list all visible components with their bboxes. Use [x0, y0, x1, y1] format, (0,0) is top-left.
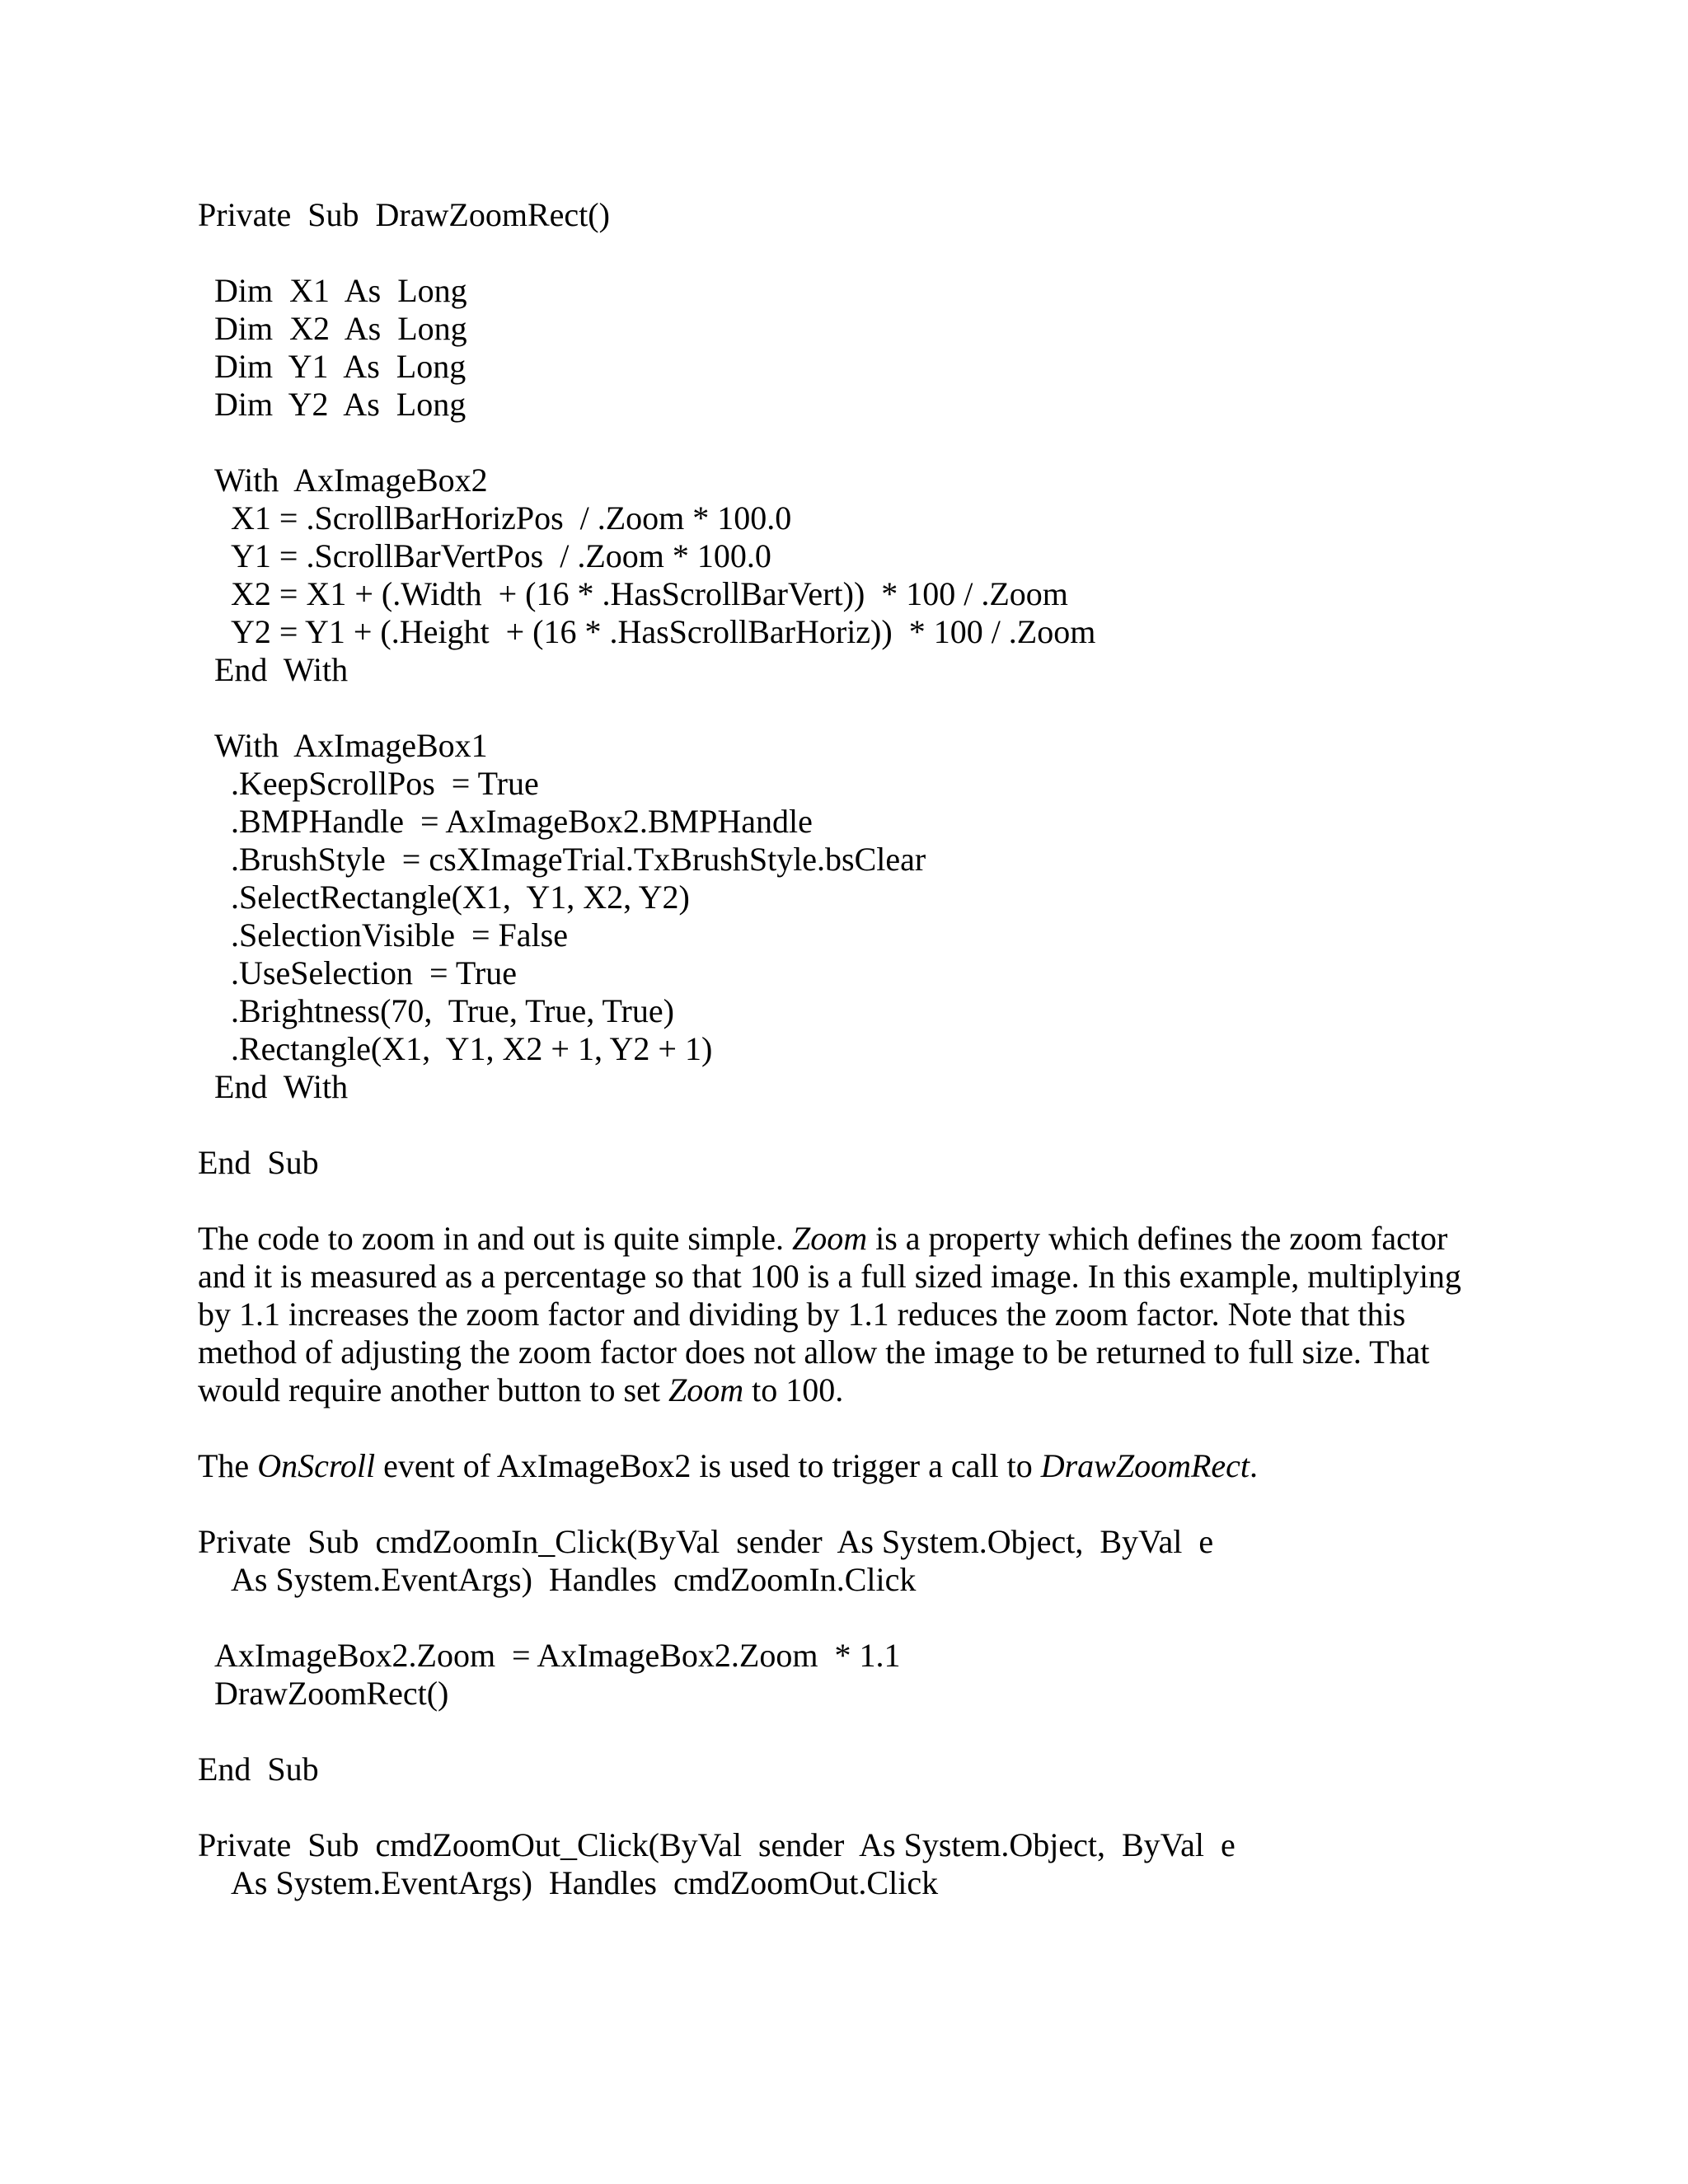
paragraph-line: method of adjusting the zoom factor does not allow the image to be returned to full size. That: [198, 1333, 1430, 1371]
code-line: Private Sub cmdZoomIn_Click(ByVal sender As System.Object, ByVal e: [198, 1523, 1214, 1560]
paragraph-onscroll: [198, 1447, 1484, 1485]
code-line: Private Sub cmdZoomOut_Click(ByVal sender As System.Object, ByVal e: [198, 1826, 1236, 1863]
code-line: Y2 = Y1 + (.Height + (16 * .HasScrollBarHoriz)) * 100 / .Zoom: [231, 613, 1096, 650]
code-line: As System.EventArgs) Handles cmdZoomIn.Click: [231, 1561, 917, 1598]
code-line: X1 = .ScrollBarHorizPos / .Zoom * 100.0: [231, 499, 792, 537]
code-block-zoom-handlers: [198, 1523, 1484, 1902]
code-line: End With: [214, 1068, 349, 1105]
code-line: .SelectRectangle(X1, Y1, X2, Y2): [231, 879, 690, 916]
code-line: AxImageBox2.Zoom = AxImageBox2.Zoom * 1.1: [214, 1637, 901, 1674]
code-line: Dim Y2 As Long: [214, 386, 467, 423]
paragraph-line: The code to zoom in and out is quite simple. Zoom is a property which defines the zoom factor: [198, 1220, 1448, 1257]
code-line: End With: [214, 651, 349, 688]
paragraph-line: The OnScroll event of AxImageBox2 is used to trigger a call to DrawZoomRect.: [198, 1447, 1259, 1484]
code-line: Dim X1 As Long: [214, 272, 467, 309]
code-line: With AxImageBox2: [214, 462, 488, 499]
code-line: .KeepScrollPos = True: [231, 765, 539, 802]
code-line: .SelectionVisible = False: [231, 916, 568, 954]
code-line: .UseSelection = True: [231, 954, 517, 991]
code-line: .Brightness(70, True, True, True): [231, 992, 674, 1029]
code-line: DrawZoomRect(): [214, 1675, 449, 1712]
code-line: Dim X2 As Long: [214, 310, 467, 347]
paragraph-line: and it is measured as a percentage so that 100 is a full sized image. In this example, multiplying: [198, 1258, 1461, 1295]
code-line: Private Sub DrawZoomRect(): [198, 196, 610, 233]
code-line: End Sub: [198, 1750, 319, 1788]
code-line: Dim Y1 As Long: [214, 348, 467, 385]
code-line: With AxImageBox1: [214, 727, 488, 764]
code-line: .BMPHandle = AxImageBox2.BMPHandle: [231, 803, 813, 840]
code-line: .Rectangle(X1, Y1, X2 + 1, Y2 + 1): [231, 1030, 713, 1067]
paragraph-line: by 1.1 increases the zoom factor and dividing by 1.1 reduces the zoom factor. Note that this: [198, 1296, 1406, 1333]
code-line: End Sub: [198, 1144, 319, 1181]
code-line: As System.EventArgs) Handles cmdZoomOut.Click: [231, 1864, 939, 1901]
paragraph-zoom-explanation: [198, 1220, 1484, 1409]
paragraph-line: would require another button to set Zoom to 100.: [198, 1371, 844, 1408]
code-block-drawzoomrect: [198, 196, 1484, 1182]
code-line: X2 = X1 + (.Width + (16 * .HasScrollBarVert)) * 100 / .Zoom: [231, 575, 1068, 612]
code-line: .BrushStyle = csXImageTrial.TxBrushStyle.bsClear: [231, 841, 926, 878]
code-line: Y1 = .ScrollBarVertPos / .Zoom * 100.0: [231, 537, 771, 574]
